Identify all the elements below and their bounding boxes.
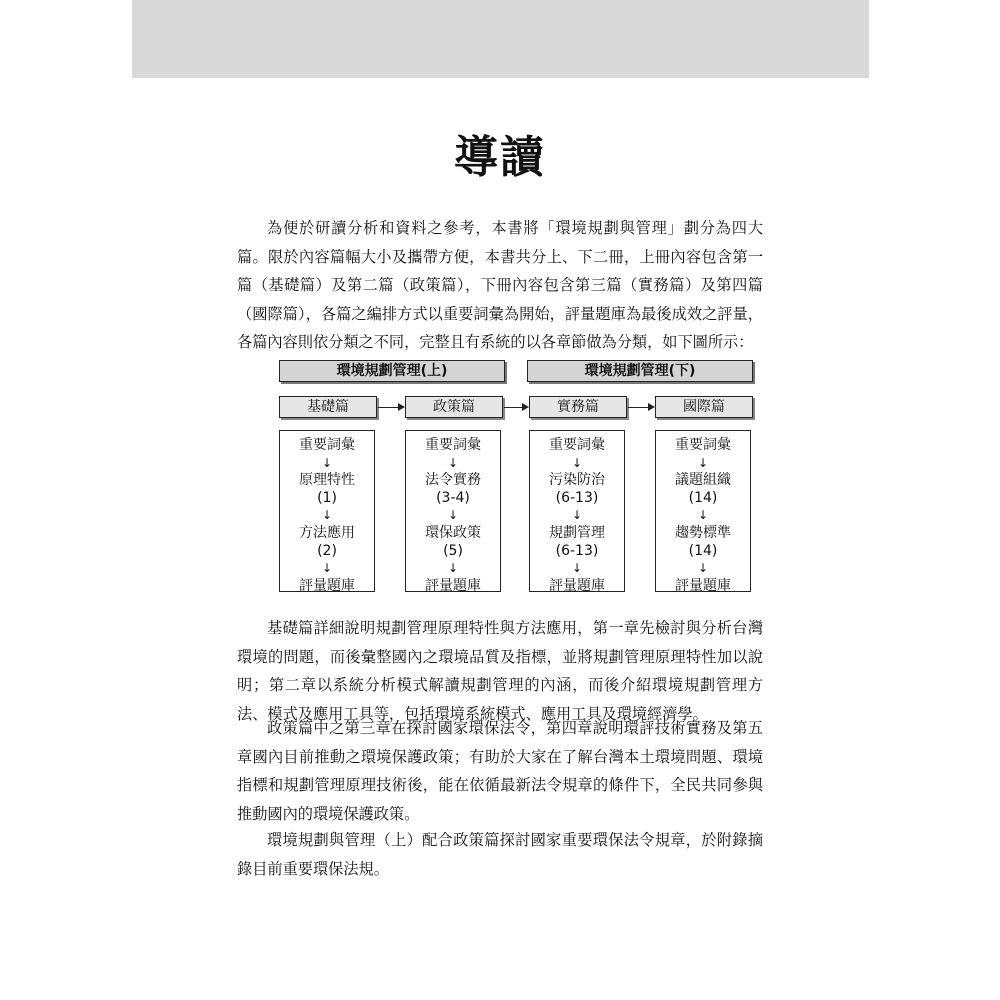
part-basic-contents xyxy=(279,430,375,592)
volume-2-header: 環境規劃管理(下) xyxy=(527,360,753,382)
page-title: 導讀 xyxy=(454,132,546,183)
col-item: 重要詞彙 xyxy=(299,437,355,453)
arrow-down-icon: ↓ xyxy=(321,455,333,470)
arrow-down-icon: ↓ xyxy=(447,455,459,470)
flow-connector xyxy=(628,407,648,408)
part-policy-contents xyxy=(405,430,501,592)
chapter-ref: (3-4) xyxy=(436,489,470,506)
col-item: 評量題庫 xyxy=(299,577,355,594)
arrow-down-icon: ↓ xyxy=(571,508,583,523)
arrow-down-icon: ↓ xyxy=(571,455,583,470)
col-item: 趨勢標準 xyxy=(675,524,731,541)
col-item: 重要詞彙 xyxy=(425,437,481,453)
basic-part-paragraph: 基礎篇詳細說明規劃管理原理特性與方法應用，第一章先檢討與分析台灣環境的問題，而後彙整國內之環境品質及指標，並將規劃管理原理特性加以說明；第二章以系統分析模式解讀規劃管理的內涵，而後介紹環境規劃管理方法、模式及應用工具等，包括環境系統模式、應用工具及環境經濟學。 xyxy=(237,619,763,723)
arrow-down-icon: ↓ xyxy=(697,561,709,576)
chapter-ref: (14) xyxy=(688,542,718,559)
flow-connector xyxy=(378,407,398,408)
policy-part-paragraph: 政策篇中之第三章在探討國家環保法令，第四章說明環評技術實務及第五章國內目前推動之環境保護政策；有助於大家在了解台灣本土環境問題、環境指標和規劃管理原理技術後，能在依循最新法令規章的條件下，全民共同參與推動國內的環境保護政策。 xyxy=(237,719,763,823)
part-international: 國際篇 xyxy=(655,396,753,418)
col-item: 重要詞彙 xyxy=(675,437,731,453)
col-item: 環保政策 xyxy=(425,524,481,541)
arrow-down-icon: ↓ xyxy=(697,455,709,470)
arrow-down-icon: ↓ xyxy=(447,508,459,523)
col-item: 重要詞彙 xyxy=(549,437,605,453)
arrow-down-icon: ↓ xyxy=(321,561,333,576)
arrow-right-icon xyxy=(648,403,655,411)
intro-paragraph: 為便於研讀分析和資料之參考，本書將「環境規劃與管理」劃分為四大篇。限於內容篇幅大小及攜帶方便，本書共分上、下二冊，上冊內容包含第一篇（基礎篇）及第二篇（政策篇），下冊內容包含第三篇（實務篇）及第四篇（國際篇），各篇之編排方式以重要詞彙為開始，評量題庫為最後成效之評量，各篇內容則依分類之不同，完整且有系統的以各章節做為分類，如下圖所示： xyxy=(237,219,763,351)
arrow-down-icon: ↓ xyxy=(571,561,583,576)
part-practice-contents xyxy=(529,430,625,592)
part-basic: 基礎篇 xyxy=(279,396,377,418)
col-item: 法令實務 xyxy=(425,472,481,489)
chapter-ref: (14) xyxy=(688,489,718,506)
chapter-ref: (2) xyxy=(317,542,337,559)
col-item: 評量題庫 xyxy=(675,577,731,594)
chapter-ref: (6-13) xyxy=(555,542,599,559)
part-international-contents xyxy=(655,430,751,592)
appendix-paragraph: 環境規劃與管理（上）配合政策篇探討國家重要環保法令規章，於附錄摘錄目前重要環保法規。 xyxy=(237,831,763,878)
chapter-ref: (5) xyxy=(443,542,463,559)
part-practice: 實務篇 xyxy=(529,396,627,418)
arrow-down-icon: ↓ xyxy=(321,508,333,523)
arrow-right-icon xyxy=(398,403,405,411)
col-item: 評量題庫 xyxy=(425,577,481,594)
col-item: 規劃管理 xyxy=(549,524,605,541)
part-policy: 政策篇 xyxy=(405,396,503,418)
col-item: 方法應用 xyxy=(299,524,355,541)
col-item: 污染防治 xyxy=(549,472,605,489)
book-structure-diagram xyxy=(275,354,755,602)
col-item: 議題組織 xyxy=(675,472,731,489)
chapter-ref: (1) xyxy=(317,489,337,506)
chapter-ref: (6-13) xyxy=(555,489,599,506)
flow-connector xyxy=(504,407,522,408)
volume-1-header: 環境規劃管理(上) xyxy=(279,360,505,382)
arrow-down-icon: ↓ xyxy=(697,508,709,523)
arrow-down-icon: ↓ xyxy=(447,561,459,576)
arrow-right-icon xyxy=(522,403,529,411)
header-band xyxy=(132,0,869,78)
col-item: 評量題庫 xyxy=(549,577,605,594)
col-item: 原理特性 xyxy=(299,472,355,489)
